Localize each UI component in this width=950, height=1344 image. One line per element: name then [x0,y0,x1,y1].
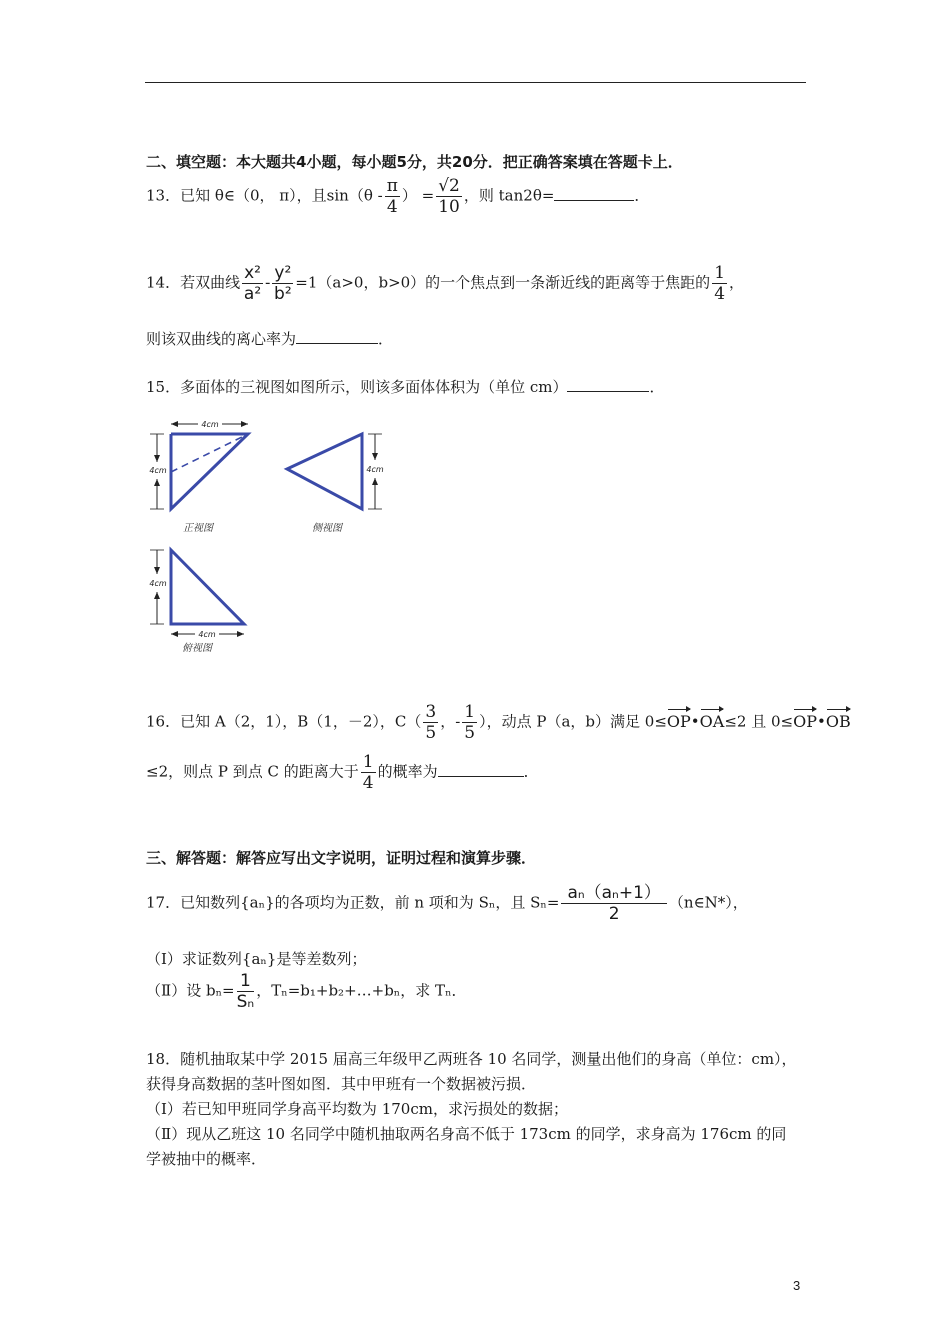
q17-sn-fraction [561,883,666,924]
front-vdim-arrow-up [154,479,160,486]
q13-rhs-fraction [436,176,462,217]
q14-lead: 14．若双曲线 [146,273,241,292]
page-number: 3 [793,1278,801,1293]
q14-answer-blank[interactable] [296,329,378,344]
q13-lead: 13．已知 θ∈（0， π），且sin（θ - [146,186,383,205]
q14-comma: ， [729,273,745,292]
three-view-figure [140,412,410,662]
q17-part-1: （Ⅰ）求证数列{aₙ}是等差数列； [146,950,367,968]
vector-oa: OA [699,711,725,731]
q13-pi-num: π [386,176,398,196]
vector-ob: OB [825,711,851,731]
q14-condition: =1（a>0，b>0）的一个焦点到一条渐近线的距离等于焦距的 [295,273,711,292]
front-view [149,418,248,534]
q13-tail: ，则 tan2θ= [463,186,555,205]
side-vdim-arrow-down [372,453,378,460]
q16-dot: • [690,712,700,731]
front-vdim-arrow-down [154,455,160,462]
q16-c1-fraction [423,702,438,743]
front-vdim-label: 4cm [149,466,167,475]
top-view-caption: 俯视图 [182,643,212,654]
question-16-line2 [146,752,539,793]
header-rule [145,82,806,83]
vector-op: OP [666,711,691,731]
top-hdim-arrow-left [171,631,178,637]
q17-tail: （n∈N*）， [668,893,748,912]
side-vdim-arrow-up [372,478,378,485]
q15-answer-blank[interactable] [567,377,649,392]
q13-rhs-den: 10 [438,197,460,217]
q13-answer-blank[interactable] [554,186,634,201]
q17-p2-lead: （Ⅱ）设 bₙ= [146,981,235,1000]
q16-mid2: ≤2 且 0≤ [724,712,794,731]
q16-sep: ，- [440,712,461,731]
q16-d-den: 4 [362,773,374,793]
front-view-outline [171,434,248,509]
section-3-heading: 三、解答题：解答应写出文字说明，证明过程和演算步骤． [146,849,537,867]
q16-dot-2: • [816,712,826,731]
q16-line2b: 的概率为 [377,762,438,781]
top-view [149,550,244,654]
q16-end: ． [523,762,539,781]
front-view-caption: 正视图 [183,523,213,534]
q16-c1-den: 5 [425,723,437,743]
top-vdim-label: 4cm [149,579,167,588]
top-hdim-arrow-right [237,631,244,637]
q14-y-num: y² [274,263,292,283]
question-16 [146,702,851,743]
q18-line-1: 18．随机抽取某中学 2015 届高三年级甲乙两班各 10 名同学，测量出他们的身高（单位：cm）， [146,1050,797,1068]
q16-line2a: ≤2，则点 P 到点 C 的距离大于 [146,762,359,781]
q14-y-fraction [272,263,293,304]
side-view-caption: 侧视图 [312,523,342,534]
question-14-line2 [146,328,393,349]
q16-c2-num: 1 [464,702,476,722]
side-vdim-label: 4cm [366,465,384,474]
q13-rhs-num: √2 [438,176,460,196]
question-17 [146,883,748,924]
q13-end: ． [634,186,650,205]
q14-y-den: b² [274,284,292,304]
vector-op-2: OP [793,711,817,731]
q17-lead: 17．已知数列{aₙ}的各项均为正数，前 n 项和为 Sₙ，且 Sₙ= [146,893,560,912]
q16-mid: ），动点 P（a，b）满足 0≤ [479,712,667,731]
q18-line-5: 学被抽中的概率． [146,1150,267,1168]
question-13 [146,176,649,217]
q13-mid: ） = [401,186,435,205]
q16-d-num: 1 [362,752,374,772]
q13-pi-fraction [385,176,400,217]
q16-d-fraction [361,752,376,793]
top-view-outline [171,550,244,624]
q18-line-2: 获得身高数据的茎叶图如图．其中甲班有一个数据被污损． [146,1075,537,1093]
question-14 [146,263,744,304]
q15-text: 15．多面体的三视图如图所示，则该多面体体积为（单位 cm） [146,378,568,396]
front-view-hidden-edge [171,434,248,472]
q16-lead: 16．已知 A（2，1），B（1，－2），C（ [146,712,422,731]
q14-x-num: x² [244,263,261,283]
q18-line-3: （Ⅰ）若已知甲班同学身高平均数为 170cm，求污损处的数据； [146,1100,568,1118]
q17-sn-num: aₙ（aₙ+1） [561,883,666,904]
q16-answer-blank[interactable] [438,762,524,777]
top-hdim-label: 4cm [198,630,216,639]
q17-bn-fraction [237,971,255,1012]
q15-end: ． [649,378,665,396]
q14-quarter-den: 4 [714,284,726,304]
q17-bn-den: Sₙ [236,992,255,1012]
section-2-heading: 二、填空题：本大题共4小题，每小题5分，共20分．把正确答案填在答题卡上． [146,153,683,171]
top-vdim-arrow-up [154,592,160,599]
q17-part-2 [146,971,467,1012]
q17-sn-den: 2 [608,904,620,924]
q14-x-den: a² [243,284,262,304]
side-view [287,434,384,534]
q16-c1-num: 3 [425,702,437,722]
q14-end: ． [378,330,394,348]
front-dim-label: 4cm [201,420,219,429]
q13-pi-den: 4 [386,197,398,217]
q16-c2-fraction [462,702,477,743]
question-15 [146,376,665,397]
q14-quarter-fraction [712,263,727,304]
front-dim-arrow-left [171,421,178,427]
q14-line2-text: 则该双曲线的离心率为 [146,330,297,348]
q16-c2-den: 5 [464,723,476,743]
q14-minus: - [264,273,271,292]
front-dim-arrow-right [241,421,248,427]
q14-x-fraction [242,263,263,304]
top-vdim-arrow-down [154,567,160,574]
side-view-outline [287,434,362,509]
q17-bn-num: 1 [237,971,255,992]
q17-p2-tail: ，Tₙ=b₁+b₂+…+bₙ，求 Tₙ． [256,981,467,1000]
q14-quarter-num: 1 [714,263,726,283]
q18-line-4: （Ⅱ）现从乙班这 10 名同学中随机抽取两名身高不低于 173cm 的同学，求身高为 176cm 的同 [146,1125,787,1143]
